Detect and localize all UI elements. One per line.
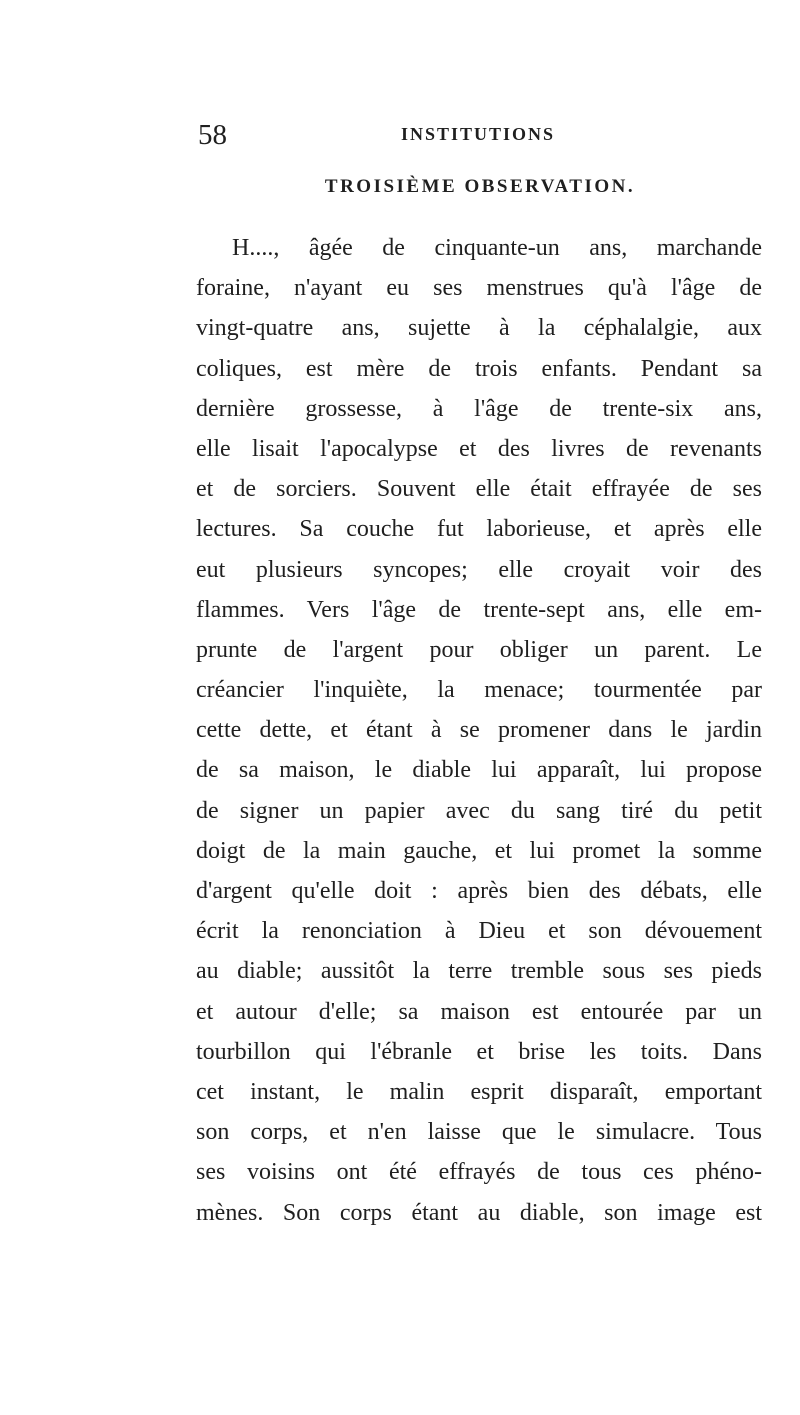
- text-line: d'argent qu'elle doit : après bien des débats, elle: [196, 878, 762, 904]
- text-line: foraine, n'ayant eu ses menstrues qu'à l'âge de: [196, 275, 762, 302]
- text-line: ses voisins ont été effrayés de tous ces phéno-: [196, 1159, 762, 1186]
- text-line: écrit la renonciation à Dieu et son dévouement: [196, 918, 762, 945]
- text-line: eut plusieurs syncopes; elle croyait voir des: [196, 556, 762, 583]
- text-line: coliques, est mère de trois enfants. Pendant sa: [196, 355, 762, 382]
- text-line: flammes. Vers l'âge de trente-sept ans, elle em-: [196, 596, 762, 623]
- section-heading: TROISIÈME OBSERVATION.: [324, 176, 636, 197]
- text-line: de signer un papier avec du sang tiré du petit: [196, 797, 762, 824]
- text-line: au diable; aussitôt la terre tremble sous ses pieds: [196, 958, 762, 985]
- text-line: et de sorciers. Souvent elle était effrayée de ses: [196, 476, 762, 503]
- page-number: 58: [198, 119, 227, 151]
- text-line: prunte de l'argent pour obliger un parent. Le: [196, 636, 762, 663]
- text-line: créancier l'inquiète, la menace; tourmentée par: [196, 677, 762, 704]
- text-line: mènes. Son corps étant au diable, son image est: [196, 1199, 762, 1226]
- text-line: son corps, et n'en laisse que le simulacre. Tous: [196, 1119, 762, 1146]
- text-line: vingt-quatre ans, sujette à la céphalalgie, aux: [196, 315, 762, 342]
- text-line: tourbillon qui l'ébranle et brise les toits. Dans: [196, 1038, 762, 1065]
- text-line: lectures. Sa couche fut laborieuse, et après elle: [196, 516, 762, 543]
- text-line: H...., âgée de cinquante-un ans, marchande: [232, 235, 762, 261]
- text-line: elle lisait l'apocalypse et des livres de revenants: [196, 435, 762, 462]
- text-line: cet instant, le malin esprit disparaît, emportant: [196, 1078, 762, 1105]
- text-line: doigt de la main gauche, et lui promet la somme: [196, 837, 762, 864]
- text-line: cette dette, et étant à se promener dans le jardin: [196, 717, 762, 744]
- text-line: et autour d'elle; sa maison est entourée par un: [196, 998, 762, 1025]
- text-line: de sa maison, le diable lui apparaît, lui propose: [196, 757, 762, 784]
- page-header: [198, 120, 758, 150]
- body-paragraph: [196, 228, 762, 1233]
- text-line: dernière grossesse, à l'âge de trente-six ans,: [196, 395, 762, 422]
- running-title: INSTITUTIONS: [400, 124, 556, 144]
